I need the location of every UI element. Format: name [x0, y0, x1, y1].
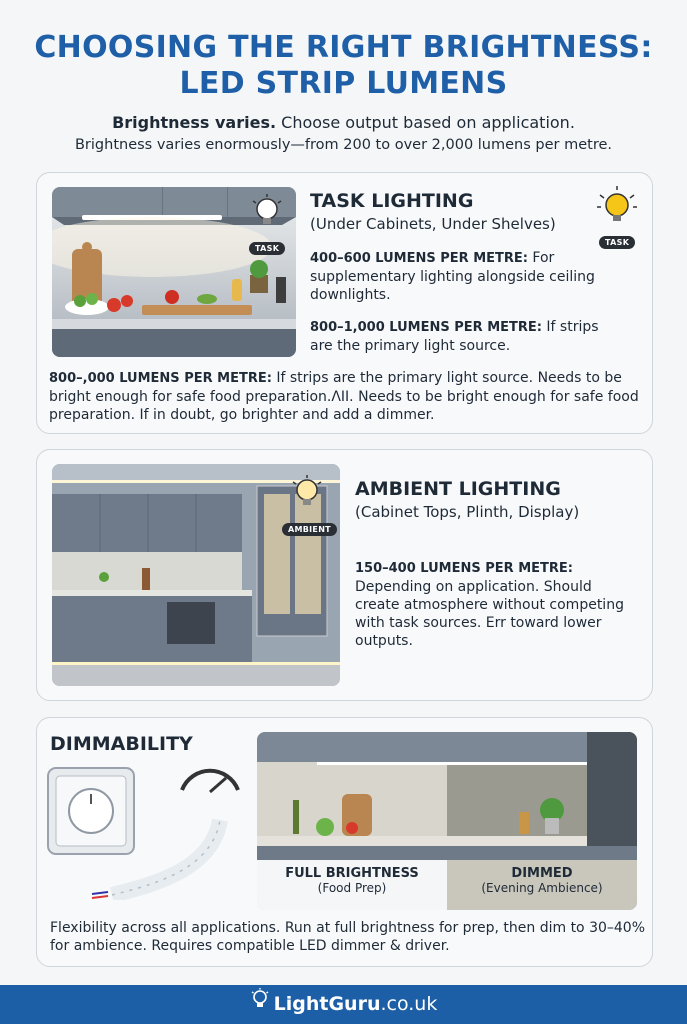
full-brightness-caption	[257, 866, 447, 895]
footer-brand-rest: .co.uk	[380, 993, 438, 1015]
title-line-2: LED STRIP LUMENS	[179, 66, 508, 101]
ambient-badge: AMBIENT	[282, 523, 337, 536]
dimmability-comparison-photo	[257, 732, 637, 910]
task-lighting-card	[36, 172, 653, 434]
task-subheading: (Under Cabinets, Under Shelves)	[310, 215, 556, 233]
task-photo-badge: TASK	[249, 242, 285, 255]
task-bulb-icon	[595, 183, 639, 235]
dimmability-text: Flexibility across all applications. Run at full brightness for prep, then dim to 30–40% for ambience. Requires compatible LED dimmer & driver.	[50, 920, 646, 954]
subtitle-bold: Brightness varies.	[112, 113, 277, 132]
ambient-heading: AMBIENT LIGHTING	[355, 478, 561, 500]
dimmed-title: DIMMED	[511, 866, 573, 881]
task-photo-bulb-icon	[249, 193, 285, 237]
dimmer-switch-illustration	[42, 760, 252, 904]
task-p1-bold: 400–600 LUMENS PER METRE:	[310, 251, 528, 266]
dimmed-sub: (Evening Ambience)	[481, 881, 603, 895]
ambient-p1-text: Depending on application. Should create atmosphere without competing with task sources. Err toward lower outputs.	[355, 579, 624, 649]
footer-brand-bold: LightGuru	[273, 993, 381, 1015]
task-p1-text: For supplementary lighting alongside ceiling downlights.	[310, 250, 595, 303]
full-brightness-sub: (Food Prep)	[317, 881, 387, 895]
page-title	[0, 30, 687, 102]
task-paragraph-2	[310, 318, 610, 355]
dimmability-heading: DIMMABILITY	[50, 733, 193, 755]
ambient-photo-bulb-icon	[289, 474, 325, 518]
subtitle-rest: Choose output based on application.	[276, 113, 575, 132]
ambient-paragraph-1	[355, 560, 625, 650]
ambient-lighting-card	[36, 449, 653, 701]
subtitle-secondary: Brightness varies enormously—from 200 to over 2,000 lumens per metre.	[74, 137, 612, 153]
task-p3-bold: 800–,000 LUMENS PER METRE:	[49, 371, 272, 386]
subtitle	[0, 113, 687, 133]
task-paragraph-3	[49, 369, 644, 424]
ambient-p1-bold: 150–400 LUMENS PER METRE:	[355, 561, 573, 576]
task-badge: TASK	[599, 236, 635, 249]
task-p3-text: If strips are the primary light source. Needs to be bright enough for safe food preparation.ɅII. Needs to be bright enough for safe food preparation. If in doubt, go brighter and add a dimmer.	[49, 370, 639, 423]
dimmability-card	[36, 717, 653, 967]
task-p2-bold: 800–1,000 LUMENS PER METRE:	[310, 320, 542, 335]
task-paragraph-1	[310, 249, 610, 304]
ambient-subheading: (Cabinet Tops, Plinth, Display)	[355, 503, 580, 521]
task-heading: TASK LIGHTING	[310, 190, 474, 212]
footer-brand	[0, 985, 687, 1024]
dimmed-caption	[447, 866, 637, 895]
title-line-1: CHOOSING THE RIGHT BRIGHTNESS:	[34, 30, 653, 65]
task-p2-text: If strips are the primary light source.	[310, 319, 599, 354]
lightbulb-icon	[250, 985, 270, 1024]
full-brightness-title: FULL BRIGHTNESS	[285, 866, 419, 881]
